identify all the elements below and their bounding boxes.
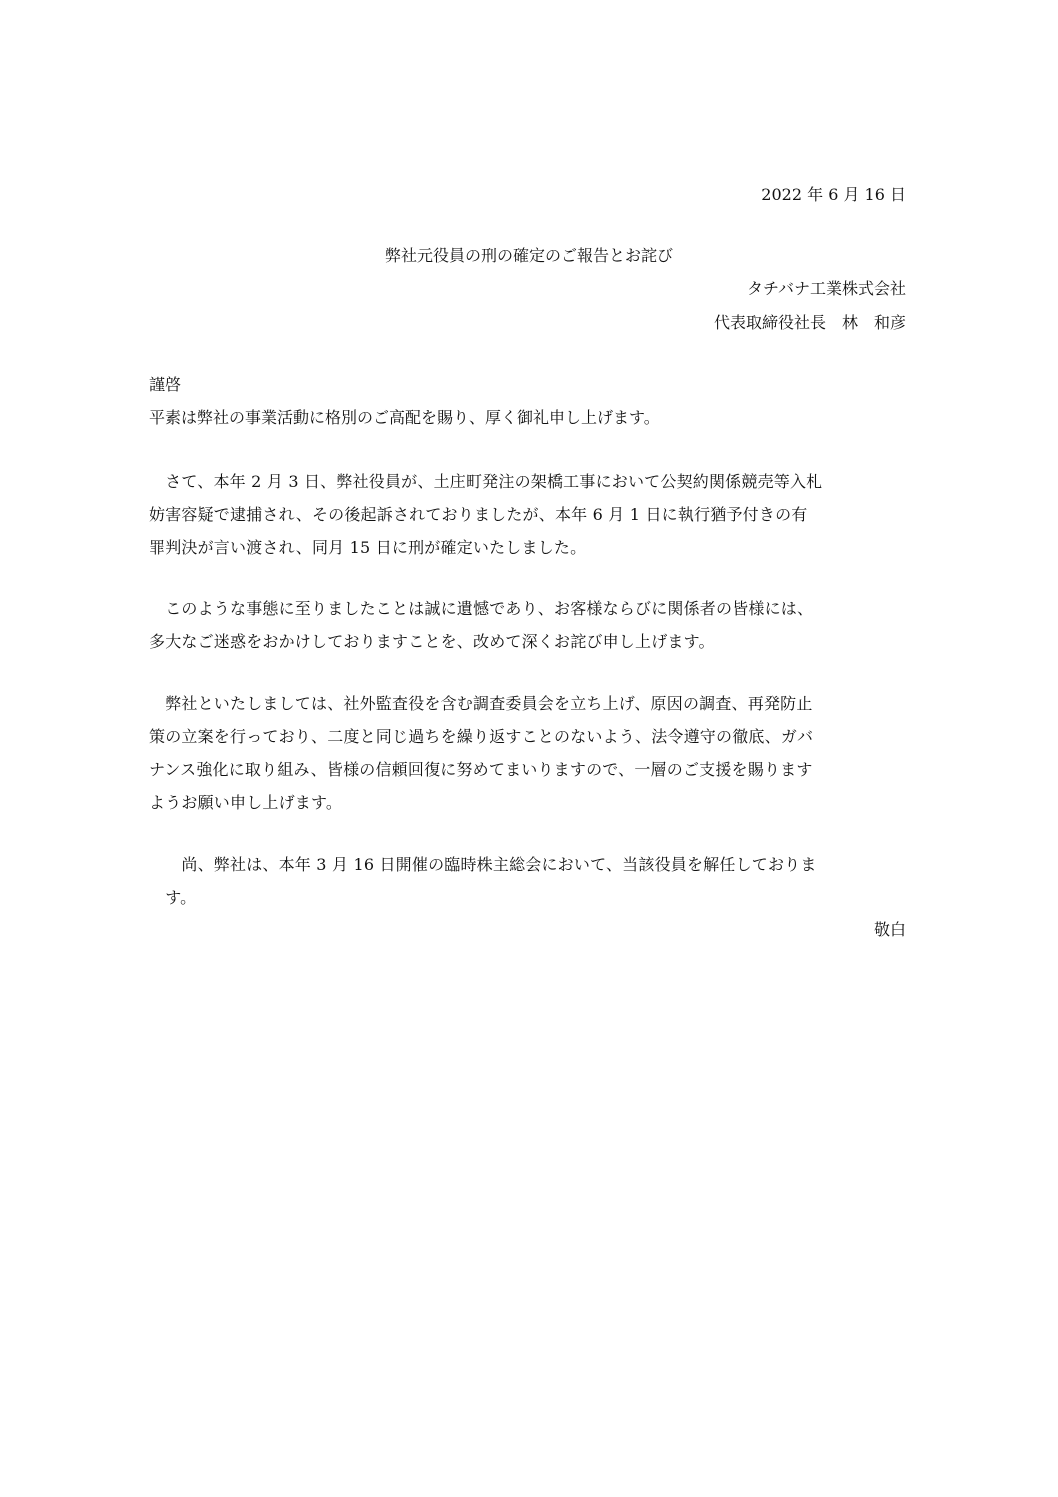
representative-name: 代表取締役社長 林 和彦 <box>713 313 906 332</box>
company-name: タチバナ工業株式会社 <box>746 279 906 298</box>
paragraph-3-line-4: ようお願い申し上げます。 <box>149 793 343 812</box>
paragraph-2-line-2: 多大なご迷惑をおかけしておりますことを、改めて深くお詫び申し上げます。 <box>149 632 715 651</box>
paragraph-1-line-2: 妨害容疑で逮捕され、その後起訴されておりましたが、本年 6 月 1 日に執行猶予付きの有 <box>149 505 808 524</box>
document-title: 弊社元役員の刑の確定のご報告とお詫び <box>384 246 673 265</box>
paragraph-4-line-2: す。 <box>149 888 197 907</box>
greeting-line: 平素は弊社の事業活動に格別のご高配を賜り、厚く御礼申し上げます。 <box>149 408 660 427</box>
paragraph-2-line-1: このような事態に至りましたことは誠に遺憾であり、お客様ならびに関係者の皆様には、 <box>149 599 814 618</box>
paragraph-1-line-3: 罪判決が言い渡され、同月 15 日に刑が確定いたしました。 <box>149 538 587 557</box>
salutation: 謹啓 <box>149 375 182 394</box>
paragraph-4-line-1: 尚、弊社は、本年 3 月 16 日開催の臨時株主総会において、当該役員を解任しておりま <box>149 855 817 874</box>
paragraph-3-line-3: ナンス強化に取り組み、皆様の信頼回復に努めてまいりますので、一層のご支援を賜ります <box>149 760 813 779</box>
paragraph-1-line-1: さて、本年 2 月 3 日、弊社役員が、土庄町発注の架橋工事において公契約関係競売等入札 <box>149 472 823 491</box>
paragraph-3-line-1: 弊社といたしましては、社外監査役を含む調査委員会を立ち上げ、原因の調査、再発防止 <box>149 694 813 713</box>
document-date: 2022 年 6 月 16 日 <box>761 185 906 204</box>
closing-remark: 敬白 <box>873 920 906 939</box>
paragraph-3-line-2: 策の立案を行っており、二度と同じ過ちを繰り返すことのないよう、法令遵守の徹底、ガバ <box>149 727 814 746</box>
